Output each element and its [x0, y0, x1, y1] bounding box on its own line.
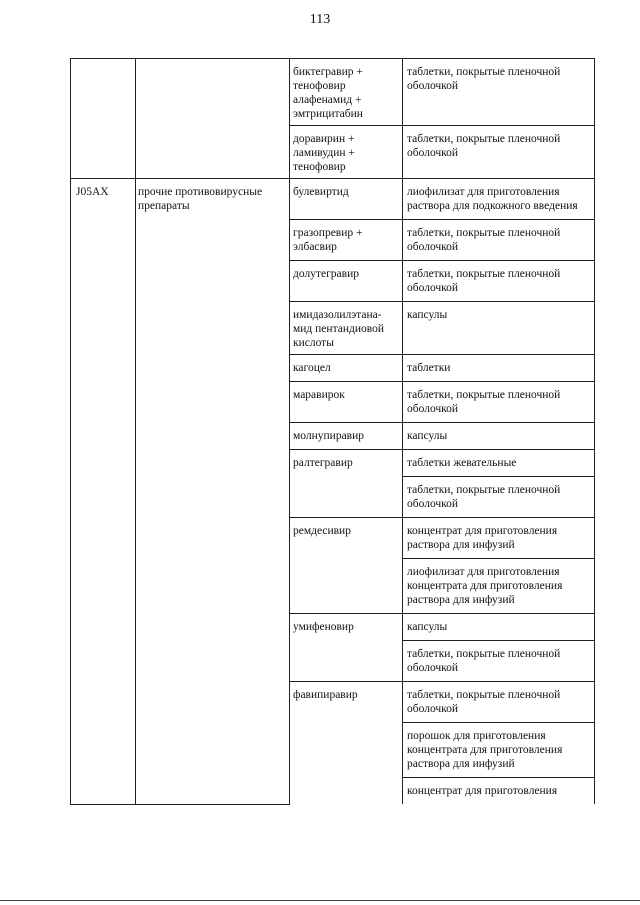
dosage-forms-cell [403, 614, 595, 682]
drug-group-cell [136, 59, 290, 179]
dosage-form-item: таблетки, покрытые пленочной оболочкой [407, 389, 561, 415]
drug-name-cell: имидазолилэтана-мид пентандиовой кислоты [290, 302, 403, 355]
table-row [71, 59, 595, 126]
drug-name-cell: долутегравир [290, 261, 403, 302]
drug-name-cell: фавипиравир [290, 682, 403, 805]
drug-name-cell: маравирок [290, 382, 403, 423]
drug-name-cell: молнупиравир [290, 423, 403, 450]
dosage-form-item: таблетки [407, 362, 451, 374]
drug-name-cell: ралтегравир [290, 450, 403, 518]
table-row [71, 179, 595, 220]
dosage-form-item: капсулы [407, 621, 448, 633]
dosage-forms-cell [403, 59, 595, 126]
dosage-form-item: капсулы [407, 430, 448, 442]
drug-name-cell: умифеновир [290, 614, 403, 682]
drug-name-cell: булевиртид [290, 179, 403, 220]
dosage-forms-cell [403, 126, 595, 179]
dosage-form-item: таблетки, покрытые пленочной оболочкой [407, 227, 561, 253]
dosage-forms-cell [403, 450, 595, 518]
drug-table-body [71, 59, 595, 805]
dosage-forms-cell [403, 382, 595, 423]
dosage-forms-cell [403, 220, 595, 261]
dosage-form-item: таблетки жевательные [407, 457, 517, 469]
dosage-forms-cell [403, 682, 595, 805]
bottom-rule [0, 900, 640, 901]
dosage-form-item: таблетки, покрытые пленочной оболочкой [403, 640, 594, 681]
dosage-form-item: таблетки, покрытые пленочной оболочкой [407, 133, 561, 159]
dosage-form-item: порошок для приготовления концентрата для приготовления раствора для инфузий [403, 722, 594, 777]
dosage-forms-cell [403, 518, 595, 614]
drug-name-cell: гразопревир + элбасвир [290, 220, 403, 261]
dosage-form-item: капсулы [407, 309, 448, 321]
dosage-form-item: таблетки, покрытые пленочной оболочкой [403, 476, 594, 517]
dosage-form-item: лиофилизат для приготовления раствора для подкожного введения [407, 186, 578, 212]
page-number: 113 [309, 12, 331, 27]
dosage-form-item: концентрат для приготовления раствора для инфузий [407, 525, 558, 551]
drug-group-cell: прочие противовирусные препараты [136, 179, 290, 805]
atc-code-cell: J05AX [71, 179, 136, 805]
dosage-forms-cell [403, 355, 595, 382]
drug-table [70, 58, 595, 805]
drug-name-cell: биктегравир + тенофовир алафенамид + эмтрицитабин [290, 59, 403, 126]
drug-name-cell: ремдесивир [290, 518, 403, 614]
dosage-form-item: таблетки, покрытые пленочной оболочкой [407, 689, 561, 715]
dosage-form-item: таблетки, покрытые пленочной оболочкой [407, 66, 561, 92]
drug-name-cell: доравирин + ламивудин + тенофовир [290, 126, 403, 179]
dosage-forms-cell [403, 261, 595, 302]
dosage-form-item: лиофилизат для приготовления концентрата для приготовления раствора для инфузий [403, 558, 594, 613]
atc-code-cell [71, 59, 136, 179]
dosage-form-item: таблетки, покрытые пленочной оболочкой [407, 268, 561, 294]
dosage-forms-cell [403, 423, 595, 450]
dosage-form-item: концентрат для приготовления [403, 777, 594, 804]
dosage-forms-cell [403, 302, 595, 355]
dosage-forms-cell [403, 179, 595, 220]
drug-name-cell: кагоцел [290, 355, 403, 382]
